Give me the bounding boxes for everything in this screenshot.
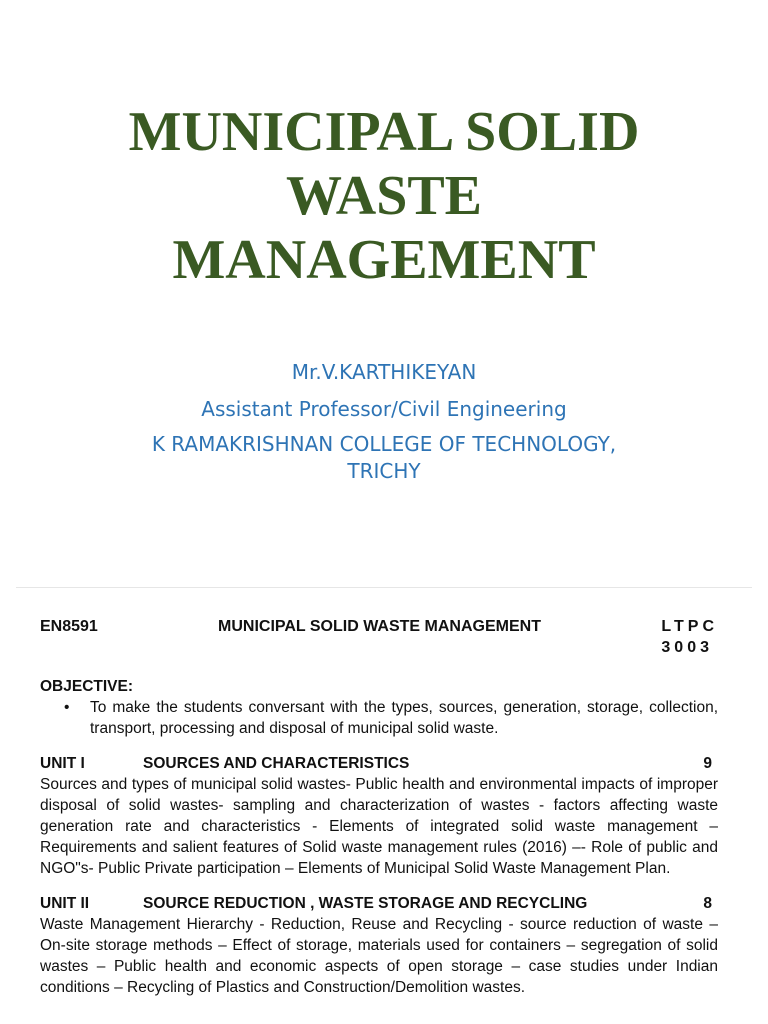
- unit-2: [40, 893, 718, 998]
- ltpc-block: [661, 616, 718, 658]
- unit-2-heading: [40, 893, 718, 914]
- objective-heading: OBJECTIVE:: [40, 678, 134, 695]
- course-code: EN8591: [40, 618, 98, 635]
- unit-1-number: UNIT I: [40, 755, 85, 772]
- presentation-title: [0, 100, 768, 292]
- unit-1-title: SOURCES AND CHARACTERISTICS: [143, 755, 410, 772]
- course-name: MUNICIPAL SOLID WASTE MANAGEMENT: [218, 618, 541, 635]
- unit-1-hours: 9: [703, 755, 712, 772]
- syllabus-page: [40, 612, 718, 998]
- ltpc-values: 3003: [661, 639, 713, 656]
- author-designation: Assistant Professor/Civil Engineering: [201, 397, 567, 421]
- institution-line-2: TRICHY: [347, 459, 421, 483]
- objective-list: [40, 697, 718, 739]
- title-line-1: MUNICIPAL SOLID: [128, 101, 640, 163]
- slide-divider: [16, 587, 752, 588]
- title-line-3: MANAGEMENT: [172, 229, 596, 291]
- objective-item: [64, 697, 718, 739]
- unit-2-body: Waste Management Hierarchy - Reduction, Reuse and Recycling - source reduction of waste – On-site storage methods – Effect of storage, materials used for containers – segregation of solid wastes – Public health and economic aspects of open storage – case studies under Indian conditions – Recycling of Plastics and Construction/Demolition wastes.: [40, 916, 718, 996]
- unit-2-number: UNIT II: [40, 895, 90, 912]
- bullet-icon: •: [64, 699, 70, 716]
- unit-1-body: Sources and types of municipal solid wastes- Public health and environmental impacts of improper disposal of solid wastes- sampling and characterization of wastes - factors affecting waste generation rate and characteristics - Elements of integrated solid waste management – Requirements and salient features of Solid waste management rules (2016) –- Role of public and NGO"s- Public Private participation – Elements of Municipal Solid Waste Management Plan.: [40, 776, 718, 877]
- author-name: Mr.V.KARTHIKEYAN: [291, 360, 477, 384]
- unit-1: [40, 753, 718, 879]
- unit-1-heading: [40, 753, 718, 774]
- unit-2-hours: 8: [703, 895, 712, 912]
- author-block: [0, 357, 768, 485]
- ltpc-labels: LTPC: [661, 618, 718, 635]
- course-header: [40, 612, 718, 656]
- title-line-2: WASTE: [285, 165, 483, 227]
- objective-text: To make the students conversant with the types, sources, generation, storage, collection, transport, processing and disposal of municipal solid waste.: [90, 699, 718, 737]
- institution-line-1: K RAMAKRISHNAN COLLEGE OF TECHNOLOGY,: [151, 432, 617, 456]
- unit-2-title: SOURCE REDUCTION , WASTE STORAGE AND RECYCLING: [143, 895, 588, 912]
